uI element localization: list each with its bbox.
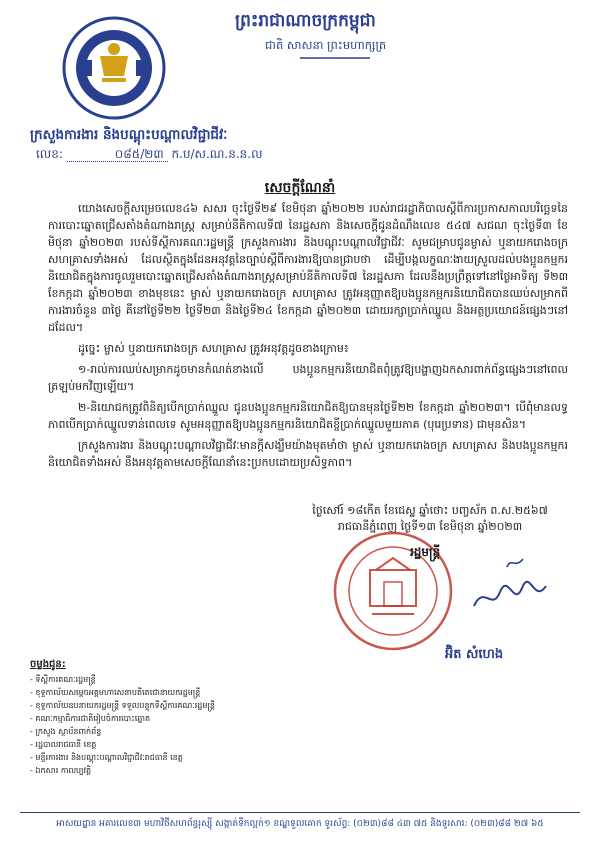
recipient-item: - រដ្ឋបាលរាជធានី ខេត្ត [30,740,97,749]
footer-address: អាសយដ្ឋាន អគារលេខ៣ មហាវិថីសហព័ន្ធរុស្ស៊ី សង្កាត់ទឹកល្អក់១ ខណ្ឌទួលគោក ទូរស័ព្ទ: (០២៣)៨៨ ៤៣ ៧៥ និងទូរសារ: (០២៣)៨៨ ២៧ ៦៥ [56,819,544,829]
motto-line: ជាតិ សាសនា ព្រះមហាក្សត្រ [265,38,387,52]
paragraph-closing: ក្រសួងការងារ និងបណ្តុះបណ្តាលវិជ្ជាជីវៈមានក្តីសង្ឃឹមយ៉ាងមុតមាំថា ម្ចាស់ ឬនាយករោងចក្រ សហគ្រាស និងបងប្អូនកម្មករនិយោជិតទាំងអស់ នឹងអនុវត្តតាមសេចក្តីណែនាំនេះប្រកបដោយប្រសិទ្ធភាព។ [48,439,568,469]
reference-number [36,146,263,164]
recipient-item: - ខុទ្ទកាល័យឧបនាយករដ្ឋមន្ត្រី ទទួលបន្ទុកទីស្តីការគណៈរដ្ឋមន្ត្រី [30,701,215,710]
recipient-item: - ទីស្តីការគណៈរដ្ឋមន្ត្រី [30,675,96,684]
paragraph-therefore: ដូច្នេះ ម្ចាស់ ឬនាយករោងចក្រ សហគ្រាស ត្រូវអនុវត្តដូចខាងក្រោម៖ [78,342,349,355]
recipient-item: - ក្រសួង ស្ថាប័នពាក់ព័ន្ធ [30,727,102,736]
recipient-item: - ខុទ្ទកាល័យសម្តេចអគ្គមហាសេនាបតីតេជោនាយករដ្ឋមន្ត្រី [30,688,201,697]
document-title: សេចក្តីណែនាំ [264,180,336,196]
document-body [48,200,568,475]
place-date: រាជធានីភ្នំពេញ ថ្ងៃទី១៣ ខែមិថុនា ឆ្នាំ២០២៣ [337,520,523,533]
recipient-item: - មន្ទីរការងារ និងបណ្តុះបណ្តាលវិជ្ជាជីវៈរាជធានី ខេត្ត [30,753,183,762]
footer-divider [20,812,580,813]
ref-number: ០៨៥/២៣ [67,147,168,162]
ref-label: លេខ: [36,147,63,161]
ministry-name: ក្រសួងការងារ និងបណ្តុះបណ្តាលវិជ្ជាជីវៈ [30,127,228,143]
signatory-role: រដ្ឋមន្ត្រី [410,545,441,559]
paragraph-intro: យោងសេចក្តីសម្រេចលេខ៤៦ សសរ ចុះថ្ងៃទី២៩ ខែមិថុនា ឆ្នាំ២០២២ របស់រាជរដ្ឋាភិបាលស្តីពីការប្រកាសកាលបរិច្ឆេទនៃការបោះឆ្នោតជ្រើសតាំងតំណាងរាស្ត្រ សម្រាប់នីតិកាលទី៧ នៃរដ្ឋសភា និងសេចក្តីជូនដំណឹងលេខ ៥៤៧ សជណ ចុះថ្ងៃទី៣ ខែមិថុនា ឆ្នាំ២០២៣ របស់ទីស្តីការគណៈរដ្ឋមន្ត្រី ក្រសួងការងារ និងបណ្តុះបណ្តាលវិជ្ជាជីវៈ សូមជម្រាបជូនម្ចាស់ ឬនាយករោងចក្រ សហគ្រាសទាំងអស់ ដែលស្ថិតក្នុងដែនអនុវត្តនៃច្បាប់ស្តីពីការងារឱ្យបានជ្រាបថា ដើម្បីបង្កលក្ខណៈងាយស្រួលដល់បងប្អូនកម្មករនិយោជិតក្នុងការចូលរួមបោះឆ្នោតជ្រើសតាំងតំណាងរាស្ត្រសម្រាប់នីតិកាលទី៧ នៃរដ្ឋសភា ដែលនឹងប្រព្រឹត្តទៅនៅថ្ងៃអាទិត្យ ទី២៣ ខែកក្កដា ឆ្នាំ២០២៣ ខាងមុខនេះ ម្ចាស់ ឬនាយករោងចក្រ សហគ្រាស ត្រូវអនុញ្ញាតឱ្យបងប្អូនកម្មករនិយោជិតបានឈប់សម្រាកពីការងារចំនួន ៣ថ្ងៃ គឺនៅថ្ងៃទី២២ ថ្ងៃទី២៣ និងថ្ងៃទី២៤ ខែកក្កដា ឆ្នាំ២០២៣ ដោយរក្សាប្រាក់ឈ្នួល និងអត្ថប្រយោជន៍ផ្សេងៗនៅដដែល។ [48,202,568,334]
handwritten-signature [470,578,550,618]
ref-suffix: ក.ប/ស.ណ.ន.ន.ល [171,147,263,161]
initials-mark [505,555,525,571]
recipients-heading: ចម្លងជូន: [30,659,66,670]
recipient-item: - គណៈកម្មាធិការជាតិរៀបចំការបោះឆ្នោត [30,714,151,723]
motto-divider-ornament [300,56,370,60]
lunar-date: ថ្ងៃសៅរ៍ ១៨កើត ខែជេស្ឋ ឆ្នាំថោះ បញ្ចស័ក ព.ស.២៥៦៧ [312,504,548,517]
paragraph-point-2: ២-និយោជកត្រូវពិនិត្យបើកប្រាក់ឈ្នួល ជូនបងប្អូនកម្មករនិយោជិតឱ្យបានមុនថ្ងៃទី២២ ខែកក្កដា ឆ្នាំ២០២៣។ បើពុំមានលទ្ធភាពបើកប្រាក់ឈ្នួលទាន់ពេលទេ សូមអនុញ្ញាតឱ្យបងប្អូនកម្មករនិយោជិតខ្ចីប្រាក់ឈ្នួលមួយភាគ (បុរេប្រទាន) ជាមុនសិន។ [48,401,568,431]
kingdom-heading: ព្រះរាជាណាចក្រកម្ពុជា [235,11,376,31]
signer-name: អ៊ិត សំហេង [445,647,504,662]
recipient-item: - ឯកសារ កាលប្បវត្តិ [30,766,92,775]
copy-recipients [30,658,215,777]
paragraph-point-1: ១-រាល់ការឈប់សម្រាកដូចមានកំណត់ខាងលើ បងប្អូនកម្មករនិយោជិតពុំត្រូវឱ្យបង្ហាញឯកសារពាក់ព័ន្ធផ្សេងៗនៅពេលត្រឡប់មកវិញឡើយ។ [48,363,568,393]
ministry-logo [62,16,166,120]
